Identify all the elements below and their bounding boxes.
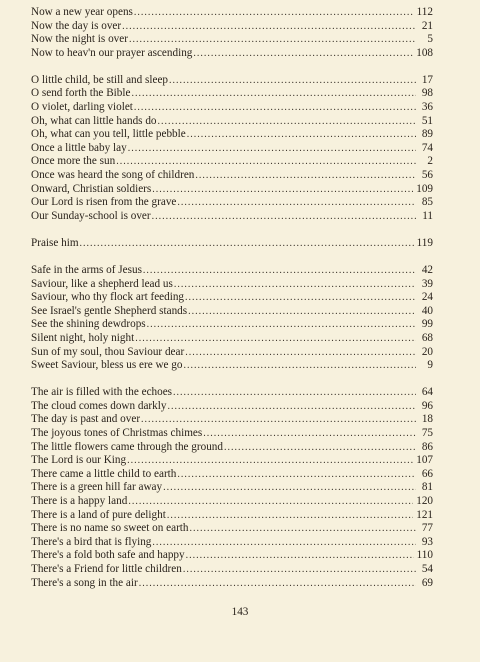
hymn-page-number: 98 bbox=[421, 87, 433, 100]
dot-leader bbox=[163, 481, 416, 495]
hymn-title: There is a happy land bbox=[31, 495, 128, 507]
hymn-page-number: 108 bbox=[416, 46, 433, 59]
hymn-page-number: 40 bbox=[421, 304, 433, 317]
index-group bbox=[31, 264, 433, 373]
hymn-title: The day is past and over bbox=[31, 413, 141, 426]
index-entry bbox=[31, 577, 433, 591]
hymn-title: Safe in the arms of Jesus bbox=[31, 264, 142, 276]
hymn-page-number: 69 bbox=[421, 576, 433, 589]
hymn-title: There's a fold both safe and happy bbox=[31, 549, 185, 562]
hymn-title: There's a Friend for little children bbox=[31, 562, 182, 575]
hymn-page-number: 120 bbox=[416, 495, 433, 507]
index-entry bbox=[31, 305, 433, 319]
dot-leader bbox=[169, 74, 416, 88]
index-entry bbox=[31, 522, 433, 536]
index-entry bbox=[31, 386, 433, 400]
hymn-title: O send forth the Bible bbox=[31, 87, 131, 100]
index-entry bbox=[31, 20, 433, 34]
dot-leader bbox=[167, 400, 416, 414]
dot-leader bbox=[224, 441, 416, 455]
hymn-title: There is no name so sweet on earth bbox=[31, 522, 189, 535]
hymn-page-number: 54 bbox=[421, 562, 433, 575]
dot-leader bbox=[152, 183, 413, 197]
dot-leader bbox=[134, 6, 414, 20]
hymn-title: Now the night is over bbox=[31, 33, 128, 46]
dot-leader bbox=[134, 101, 416, 115]
hymn-page-number: 93 bbox=[421, 535, 433, 548]
hymn-title: Onward, Christian soldiers bbox=[31, 182, 152, 195]
index-entry bbox=[31, 264, 433, 278]
dot-leader bbox=[185, 291, 416, 305]
index-entry bbox=[31, 318, 433, 332]
index-entry bbox=[31, 237, 433, 251]
page-number: 143 bbox=[231, 606, 249, 618]
hymn-page-number: 75 bbox=[421, 427, 433, 440]
index-entry bbox=[31, 6, 433, 20]
hymn-title: The cloud comes down darkly bbox=[31, 399, 167, 412]
hymn-title: There's a song in the air bbox=[31, 576, 138, 589]
dot-leader bbox=[195, 169, 416, 183]
hymn-title: Sweet Saviour, bless us ere we go bbox=[31, 359, 183, 372]
dot-leader bbox=[152, 536, 416, 550]
index-group bbox=[31, 386, 433, 590]
hymn-title: The joyous tones of Christmas chimes bbox=[31, 427, 203, 440]
hymn-page-number: 51 bbox=[421, 114, 433, 127]
index-entry bbox=[31, 291, 433, 305]
hymn-title: There's a bird that is flying bbox=[31, 535, 152, 548]
hymn-page-number: 112 bbox=[416, 6, 433, 18]
hymn-page-number: 17 bbox=[421, 73, 433, 86]
dot-leader bbox=[183, 359, 416, 373]
hymn-page-number: 86 bbox=[421, 440, 433, 453]
dot-leader bbox=[128, 495, 413, 509]
dot-leader bbox=[174, 278, 416, 292]
hymn-title: Once a little baby lay bbox=[31, 141, 127, 154]
hymn-page-number: 107 bbox=[416, 454, 433, 467]
hymn-title: Now to heav'n our prayer ascending bbox=[31, 46, 193, 59]
index-entry bbox=[31, 481, 433, 495]
dot-leader bbox=[173, 386, 416, 400]
index-group bbox=[31, 6, 433, 60]
dot-leader bbox=[129, 33, 416, 47]
index-group bbox=[31, 74, 433, 224]
index-entry bbox=[31, 47, 433, 61]
hymn-title: See the shining dewdrops bbox=[31, 318, 146, 331]
index-entry bbox=[31, 468, 433, 482]
dot-leader bbox=[127, 454, 413, 468]
index-entry bbox=[31, 87, 433, 101]
hymn-title: The little flowers came through the ground bbox=[31, 440, 223, 453]
index-entry bbox=[31, 332, 433, 346]
hymn-title: Once more the sun bbox=[31, 155, 116, 168]
hymn-index bbox=[31, 6, 433, 590]
hymn-title: Saviour, who thy flock art feeding bbox=[31, 291, 185, 304]
index-entry bbox=[31, 142, 433, 156]
hymn-page-number: 109 bbox=[416, 182, 433, 195]
hymn-title: There is a land of pure delight bbox=[31, 508, 166, 521]
dot-leader bbox=[152, 210, 416, 224]
hymn-title: Our Lord is risen from the grave bbox=[31, 196, 177, 209]
hymn-page-number: 99 bbox=[421, 318, 433, 331]
dot-leader bbox=[143, 264, 416, 278]
dot-leader bbox=[188, 305, 416, 319]
hymn-page-number: 2 bbox=[427, 155, 433, 168]
dot-leader bbox=[183, 563, 416, 577]
hymn-page-number: 66 bbox=[421, 467, 433, 480]
hymn-title: The air is filled with the echoes bbox=[31, 386, 173, 399]
hymn-title: Our Sunday-school is over bbox=[31, 209, 151, 222]
index-entry bbox=[31, 169, 433, 183]
dot-leader bbox=[193, 47, 413, 61]
dot-leader bbox=[177, 468, 416, 482]
dot-leader bbox=[186, 549, 414, 563]
hymn-page-number: 68 bbox=[421, 331, 433, 344]
index-entry bbox=[31, 549, 433, 563]
hymn-page-number: 42 bbox=[421, 264, 433, 276]
dot-leader bbox=[116, 155, 416, 169]
index-group bbox=[31, 237, 433, 251]
hymn-page-number: 110 bbox=[416, 549, 433, 562]
index-entry bbox=[31, 183, 433, 197]
hymn-page-number: 36 bbox=[421, 101, 433, 114]
hymn-page-number: 9 bbox=[427, 359, 433, 372]
hymn-page-number: 24 bbox=[421, 291, 433, 304]
hymn-title: O violet, darling violet bbox=[31, 101, 133, 114]
dot-leader bbox=[187, 128, 416, 142]
index-entry bbox=[31, 441, 433, 455]
hymn-page-number: 39 bbox=[421, 277, 433, 290]
dot-leader bbox=[167, 509, 413, 523]
index-entry bbox=[31, 346, 433, 360]
dot-leader bbox=[147, 318, 416, 332]
dot-leader bbox=[80, 237, 414, 251]
hymn-title: Once was heard the song of children bbox=[31, 169, 195, 182]
dot-leader bbox=[135, 332, 416, 346]
dot-leader bbox=[131, 87, 416, 101]
hymn-title: O little child, be still and sleep bbox=[31, 73, 169, 86]
hymn-page-number: 96 bbox=[421, 399, 433, 412]
dot-leader bbox=[190, 522, 416, 536]
hymn-title: Now a new year opens bbox=[31, 6, 133, 18]
index-entry bbox=[31, 210, 433, 224]
index-entry bbox=[31, 563, 433, 577]
dot-leader bbox=[158, 115, 416, 129]
dot-leader bbox=[141, 413, 416, 427]
index-entry bbox=[31, 33, 433, 47]
hymn-page-number: 81 bbox=[421, 481, 433, 494]
hymn-title: The Lord is our King bbox=[31, 454, 127, 467]
index-entry bbox=[31, 115, 433, 129]
hymn-page-number: 21 bbox=[421, 19, 433, 32]
dot-leader bbox=[185, 346, 416, 360]
index-entry bbox=[31, 427, 433, 441]
index-entry bbox=[31, 495, 433, 509]
hymn-page-number: 20 bbox=[421, 345, 433, 358]
hymn-title: There is a green hill far away bbox=[31, 481, 163, 494]
hymn-title: Praise him bbox=[31, 236, 79, 249]
index-entry bbox=[31, 454, 433, 468]
hymn-title: Now the day is over bbox=[31, 19, 122, 32]
index-entry bbox=[31, 359, 433, 373]
hymn-title: Oh, what can little hands do bbox=[31, 114, 157, 127]
hymn-page-number: 89 bbox=[421, 128, 433, 141]
hymn-page-number: 119 bbox=[416, 236, 433, 249]
index-entry bbox=[31, 400, 433, 414]
hymn-page-number: 121 bbox=[416, 508, 433, 521]
dot-leader bbox=[122, 20, 416, 34]
hymn-title: Silent night, holy night bbox=[31, 331, 135, 344]
hymn-title: Oh, what can you tell, little pebble bbox=[31, 128, 186, 141]
hymn-page-number: 5 bbox=[427, 33, 433, 46]
index-entry bbox=[31, 509, 433, 523]
index-entry bbox=[31, 278, 433, 292]
hymn-page-number: 18 bbox=[421, 413, 433, 426]
hymn-title: Saviour, like a shepherd lead us bbox=[31, 277, 173, 290]
hymn-page-number: 56 bbox=[421, 169, 433, 182]
index-entry bbox=[31, 74, 433, 88]
dot-leader bbox=[128, 142, 416, 156]
hymn-page-number: 77 bbox=[421, 522, 433, 535]
hymn-page-number: 85 bbox=[421, 196, 433, 209]
dot-leader bbox=[139, 577, 416, 591]
hymn-title: See Israel's gentle Shepherd stands bbox=[31, 304, 188, 317]
index-entry bbox=[31, 536, 433, 550]
hymn-page-number: 74 bbox=[421, 141, 433, 154]
dot-leader bbox=[177, 196, 416, 210]
index-entry bbox=[31, 128, 433, 142]
index-entry bbox=[31, 196, 433, 210]
hymn-title: Sun of my soul, thou Saviour dear bbox=[31, 345, 185, 358]
index-entry bbox=[31, 413, 433, 427]
hymn-page-number: 64 bbox=[421, 386, 433, 399]
index-entry bbox=[31, 155, 433, 169]
hymn-title: There came a little child to earth bbox=[31, 467, 177, 480]
dot-leader bbox=[203, 427, 416, 441]
index-entry bbox=[31, 101, 433, 115]
hymn-page-number: 11 bbox=[422, 209, 433, 222]
